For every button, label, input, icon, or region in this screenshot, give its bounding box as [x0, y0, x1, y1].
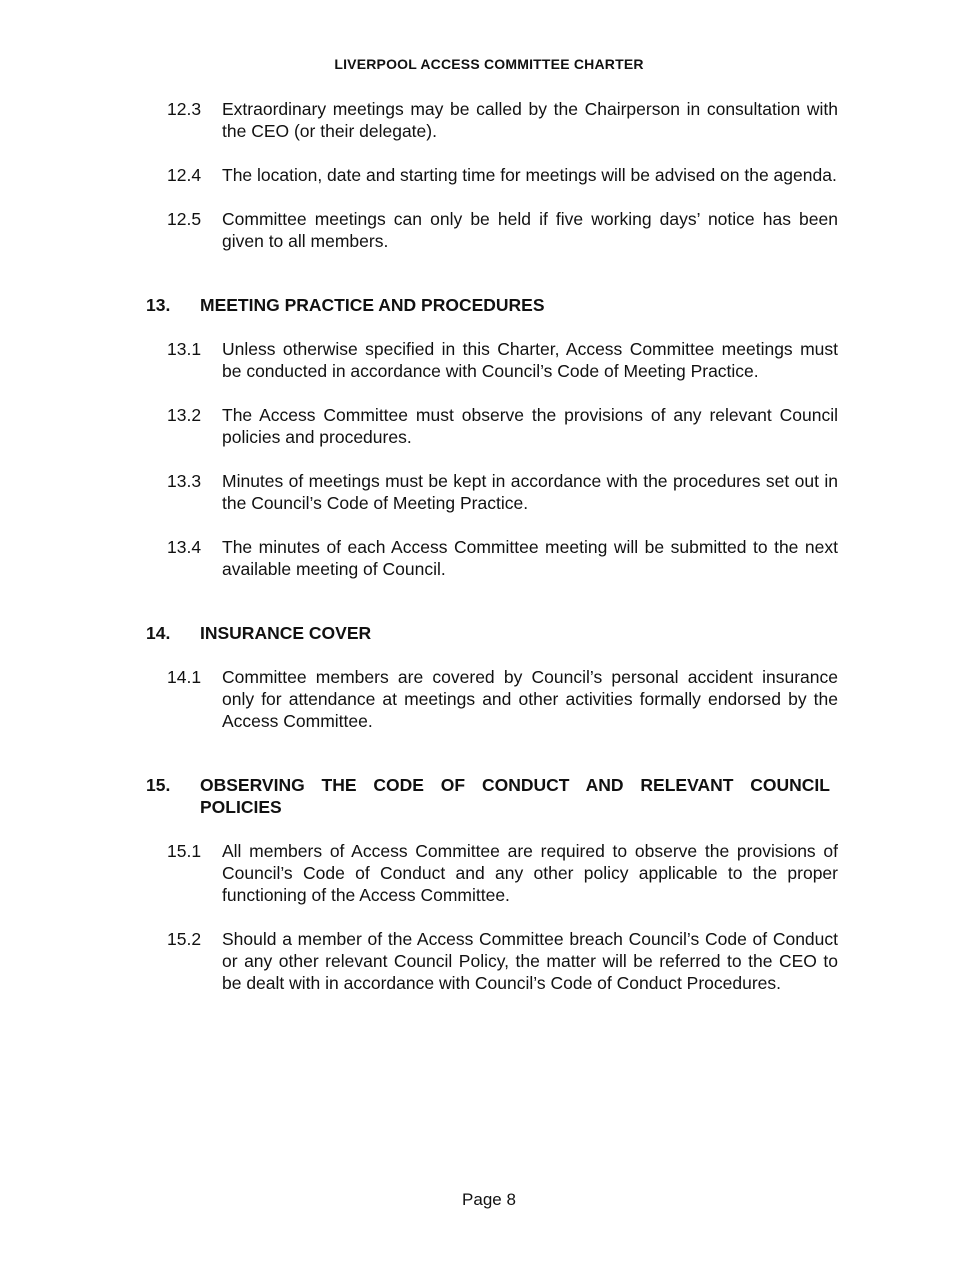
clause-number: 15.1 — [167, 841, 202, 861]
clause-14-1 — [146, 666, 838, 732]
clause-text: Minutes of meetings must be kept in accordance with the procedures set out in the Council’s Code of Meeting Practice. — [222, 471, 838, 513]
clause-text: The location, date and starting time for meetings will be advised on the agenda. — [222, 165, 837, 185]
clause-number: 13.2 — [167, 405, 202, 425]
clause-text: Extraordinary meetings may be called by the Chairperson in consultation with the CEO (or their delegate). — [222, 99, 838, 141]
clause-number: 14.1 — [167, 667, 202, 687]
clause-13-4 — [146, 536, 838, 580]
clause-15-1 — [146, 840, 838, 906]
document-body — [146, 98, 838, 1016]
clause-13-3 — [146, 470, 838, 514]
clause-text: Committee members are covered by Council’s personal accident insurance only for attendance at meetings and other activities formally endorsed by the Access Committee. — [222, 667, 838, 731]
clause-number: 13.1 — [167, 339, 202, 359]
section-number: 15. — [146, 775, 171, 795]
section-heading-15 — [146, 774, 838, 818]
clause-number: 15.2 — [167, 929, 202, 949]
clause-number: 12.3 — [167, 99, 202, 119]
clause-12-4 — [146, 164, 838, 186]
clause-text: The Access Committee must observe the provisions of any relevant Council policies and procedures. — [222, 405, 838, 447]
section-heading-13 — [146, 294, 838, 316]
page-number: Page 8 — [462, 1190, 516, 1209]
clause-number: 12.5 — [167, 209, 202, 229]
clause-13-2 — [146, 404, 838, 448]
clause-text: Unless otherwise specified in this Charter, Access Committee meetings must be conducted in accordance with Council’s Code of Meeting Practice. — [222, 339, 838, 381]
clause-number: 13.4 — [167, 537, 202, 557]
section-title: MEETING PRACTICE AND PROCEDURES — [200, 295, 545, 315]
clause-12-5 — [146, 208, 838, 252]
section-title: INSURANCE COVER — [200, 623, 372, 643]
clause-text: Should a member of the Access Committee breach Council’s Code of Conduct or any other relevant Council Policy, the matter will be referred to the CEO to be dealt with in accordance with Council’s Code of Conduct Procedures. — [222, 929, 838, 993]
section-heading-14 — [146, 622, 838, 644]
page-header: LIVERPOOL ACCESS COMMITTEE CHARTER — [334, 56, 644, 72]
section-number: 14. — [146, 623, 171, 643]
clause-number: 13.3 — [167, 471, 202, 491]
clause-number: 12.4 — [167, 165, 202, 185]
clause-15-2 — [146, 928, 838, 994]
clause-text: The minutes of each Access Committee meeting will be submitted to the next available meeting of Council. — [222, 537, 838, 579]
clause-text: All members of Access Committee are required to observe the provisions of Council’s Code of Conduct and any other policy applicable to the proper functioning of the Access Committee. — [222, 841, 838, 905]
clause-13-1 — [146, 338, 838, 382]
clause-12-3 — [146, 98, 838, 142]
section-title: OBSERVING THE CODE OF CONDUCT AND RELEVANT COUNCIL POLICIES — [200, 775, 830, 817]
section-number: 13. — [146, 295, 171, 315]
clause-text: Committee meetings can only be held if five working days’ notice has been given to all members. — [222, 209, 838, 251]
